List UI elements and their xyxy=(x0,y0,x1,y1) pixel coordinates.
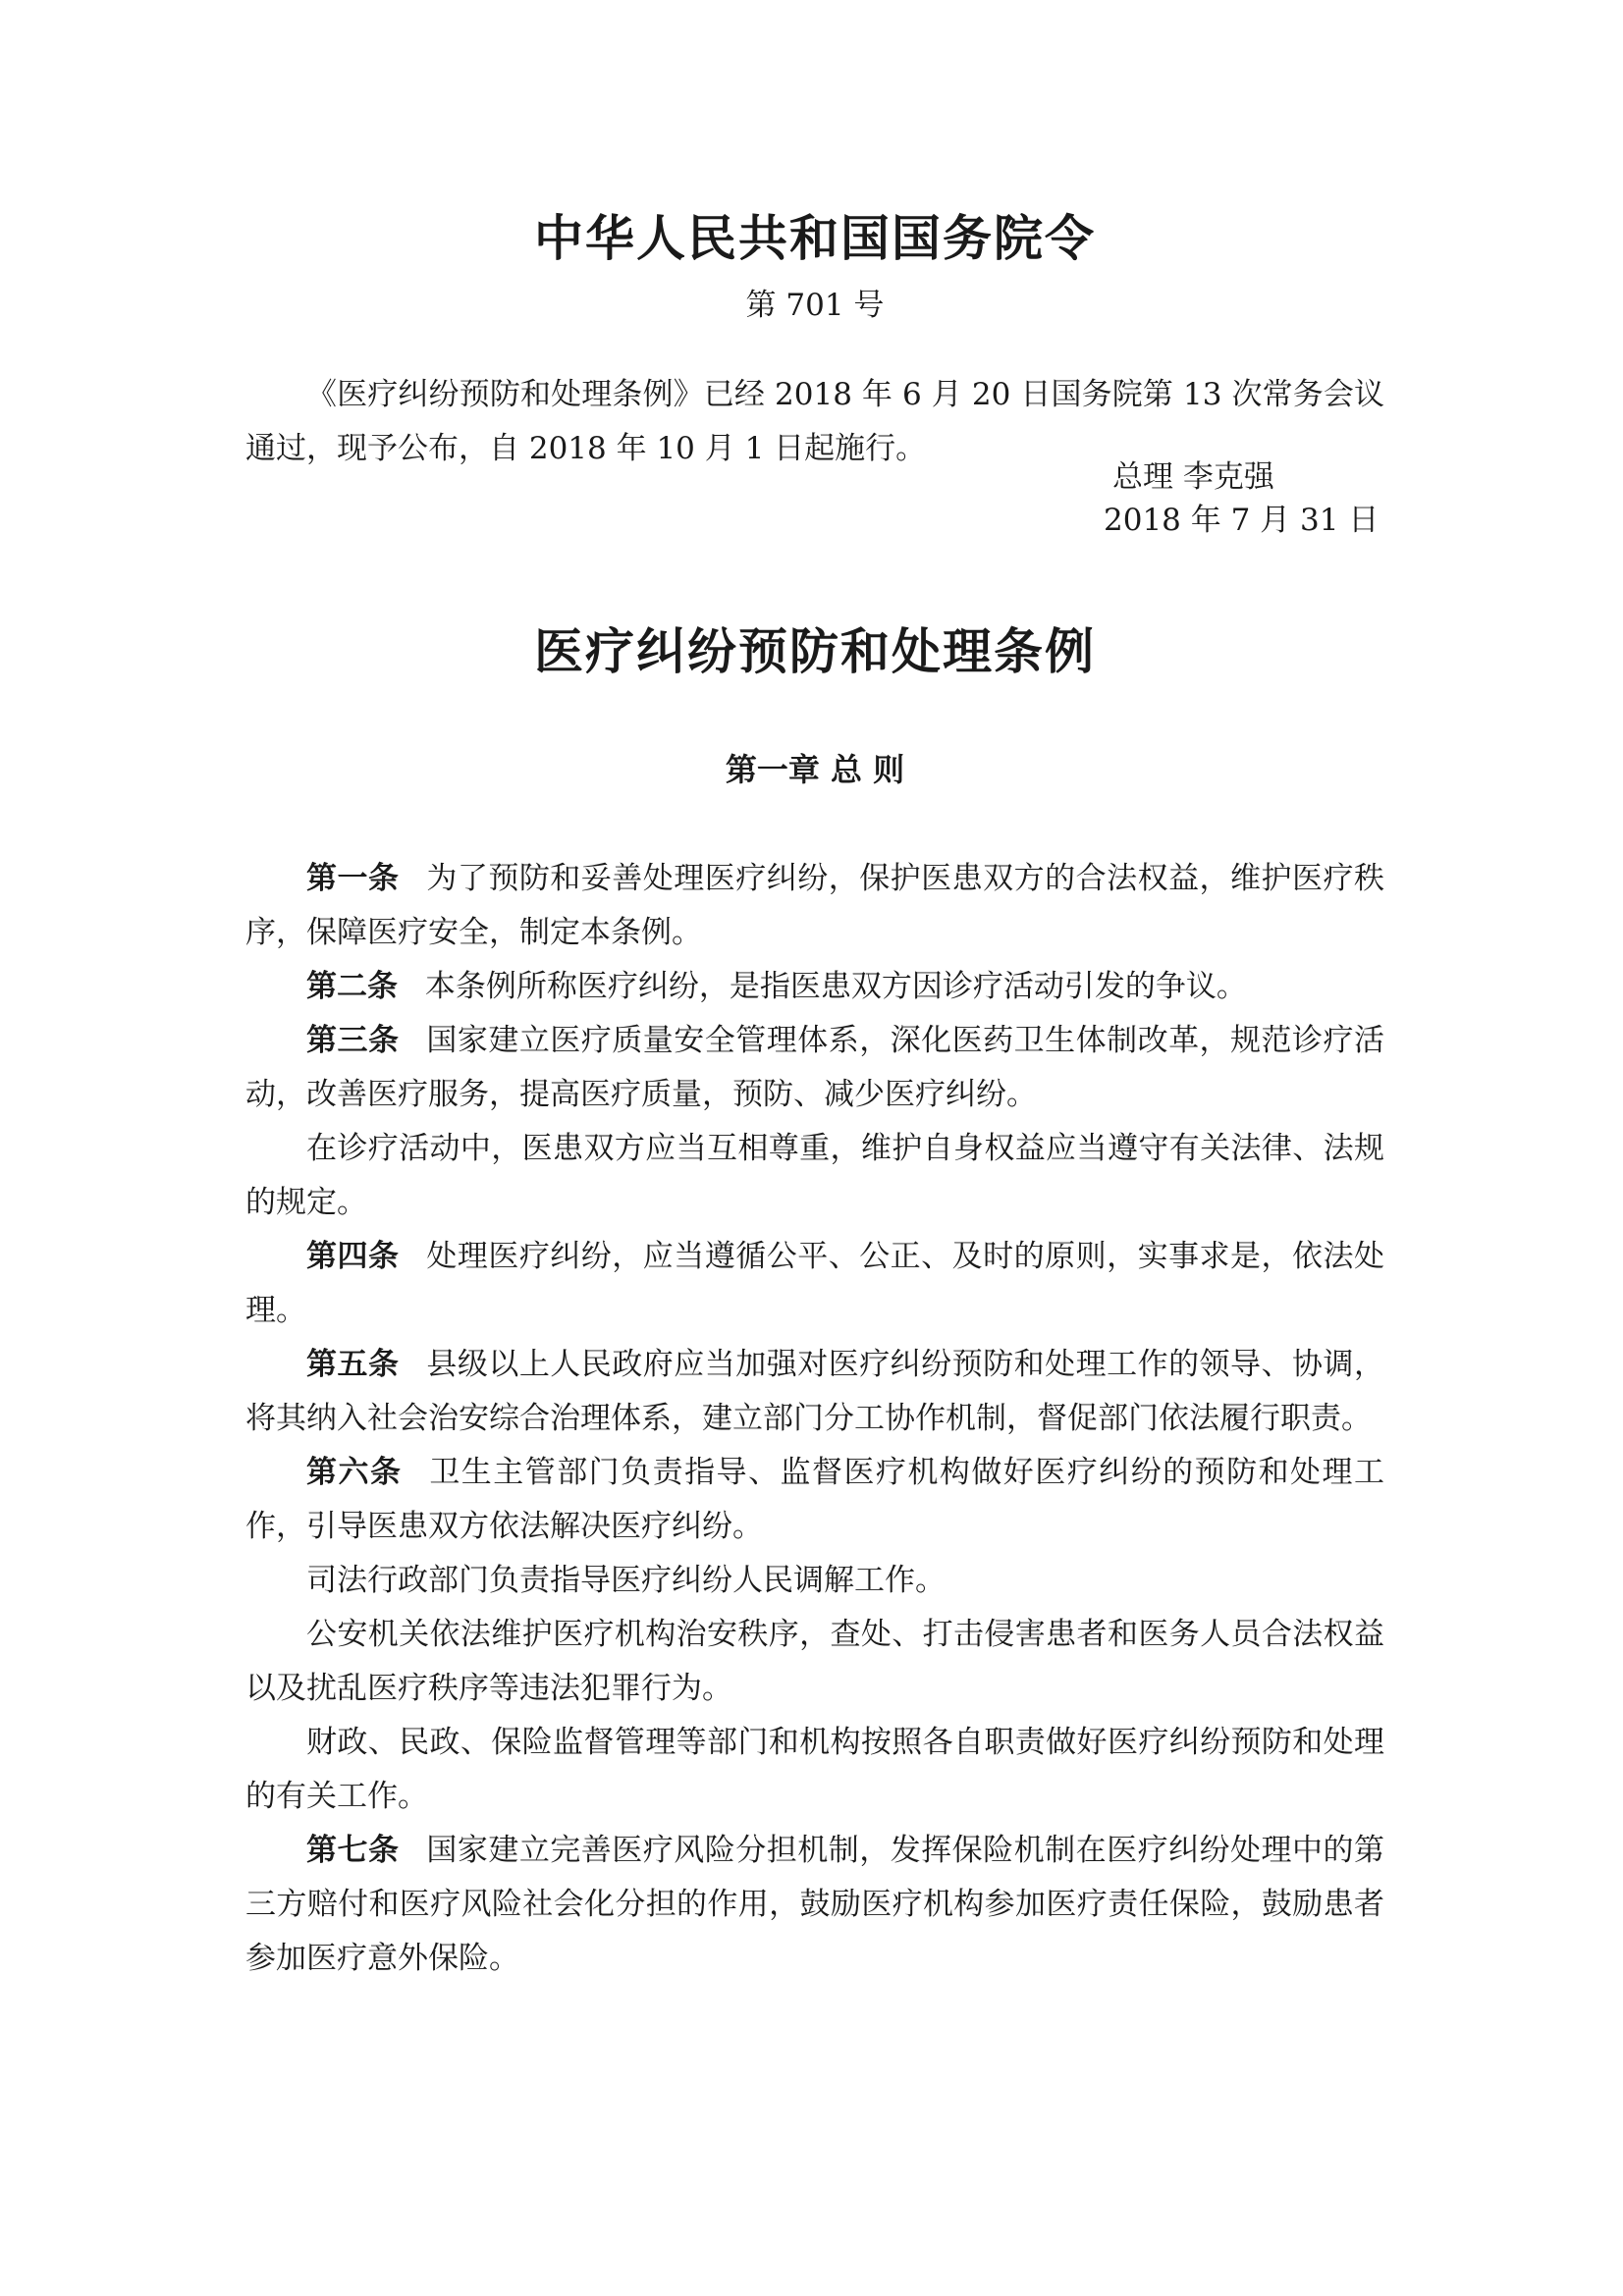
decree-paragraph: 《医疗纠纷预防和处理条例》已经 2018 年 6 月 20 日国务院第 13 次常务会议通过，现予公布，自 2018 年 10 月 1 日起施行。 xyxy=(245,377,1384,466)
article-paragraph xyxy=(245,852,1384,960)
decree-number: 第 701 号 xyxy=(745,288,885,323)
article-paragraph xyxy=(245,1122,1384,1230)
article-number: 第四条 xyxy=(306,1239,400,1274)
article-number: 第二条 xyxy=(306,969,398,1004)
article-text: 国家建立完善医疗风险分担机制，发挥保险机制在医疗纠纷处理中的第三方赔付和医疗风险社会化分担的作用，鼓励医疗机构参加医疗责任保险，鼓励患者参加医疗意外保险。 xyxy=(245,1833,1385,1976)
article-text: 公安机关依法维护医疗机构治安秩序，查处、打击侵害患者和医务人员合法权益以及扰乱医疗秩序等违法犯罪行为。 xyxy=(245,1617,1384,1706)
decree-signatory: 总理 李克强 xyxy=(1112,459,1274,495)
article-text: 财政、民政、保险监督管理等部门和机构按照各自职责做好医疗纠纷预防和处理的有关工作。 xyxy=(245,1725,1384,1814)
article-text: 处理医疗纠纷，应当遵循公平、公正、及时的原则，实事求是，依法处理。 xyxy=(245,1239,1385,1328)
article-text: 卫生主管部门负责指导、监督医疗机构做好医疗纠纷的预防和处理工作，引导医患双方依法解决医疗纠纷。 xyxy=(245,1455,1385,1544)
article-number: 第七条 xyxy=(306,1833,400,1868)
article-number: 第六条 xyxy=(306,1455,403,1490)
regulation-articles xyxy=(245,852,1384,1986)
article-number: 第五条 xyxy=(306,1347,400,1382)
article-text: 本条例所称医疗纠纷，是指医患双方因诊疗活动引发的争议。 xyxy=(424,969,1247,1004)
article-paragraph xyxy=(245,960,1384,1014)
article-paragraph xyxy=(245,1014,1384,1122)
decree-title: 中华人民共和国国务院令 xyxy=(534,210,1096,267)
article-number: 第一条 xyxy=(306,861,400,896)
article-text: 县级以上人民政府应当加强对医疗纠纷预防和处理工作的领导、协调，将其纳入社会治安综合治理体系，建立部门分工协作机制，督促部门依法履行职责。 xyxy=(245,1347,1385,1436)
article-text: 国家建立医疗质量安全管理体系，深化医药卫生体制改革，规范诊疗活动，改善医疗服务，提高医疗质量，预防、减少医疗纠纷。 xyxy=(245,1023,1385,1112)
article-paragraph xyxy=(245,1716,1384,1824)
article-text: 为了预防和妥善处理医疗纠纷，保护医患双方的合法权益，维护医疗秩序，保障医疗安全，制定本条例。 xyxy=(245,861,1385,950)
article-paragraph xyxy=(245,1608,1384,1716)
chapter-heading: 第一章 总 则 xyxy=(725,751,905,788)
article-number: 第三条 xyxy=(306,1023,400,1058)
article-paragraph xyxy=(245,1230,1384,1338)
article-paragraph xyxy=(245,1554,1384,1608)
article-paragraph xyxy=(245,1824,1384,1986)
regulation-title: 医疗纠纷预防和处理条例 xyxy=(534,623,1096,680)
decree-date: 2018 年 7 月 31 日 xyxy=(1104,503,1380,538)
article-paragraph xyxy=(245,1446,1384,1554)
article-text: 在诊疗活动中，医患双方应当互相尊重，维护自身权益应当遵守有关法律、法规的规定。 xyxy=(245,1131,1384,1220)
article-paragraph xyxy=(245,1338,1384,1446)
article-text: 司法行政部门负责指导医疗纠纷人民调解工作。 xyxy=(306,1563,946,1598)
